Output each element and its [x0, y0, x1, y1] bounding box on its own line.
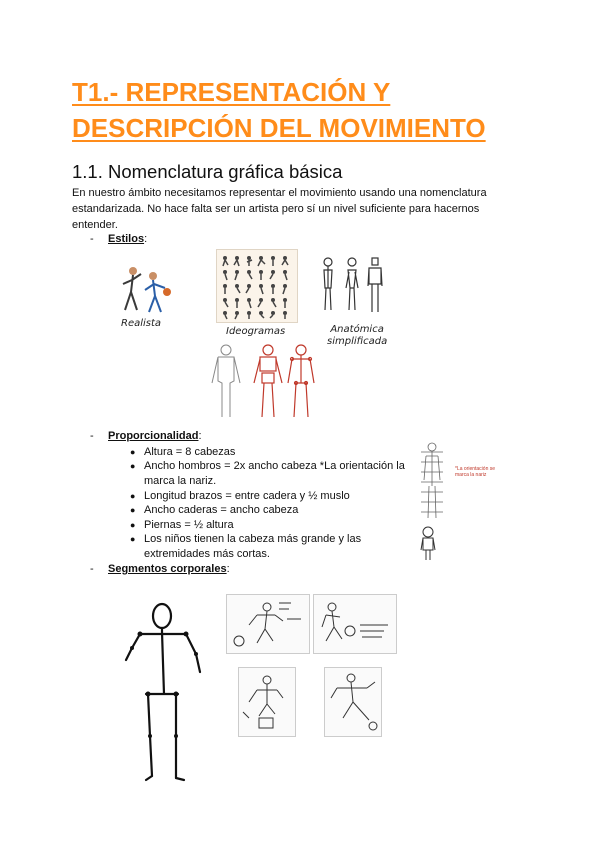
- item-ninos-line-1: Los niños tienen la cabeza más grande y las: [144, 533, 362, 545]
- bullet-glyph-4: ●: [130, 505, 136, 515]
- bullet-dash-3: -: [90, 563, 94, 575]
- bullet-segmentos: [108, 563, 230, 575]
- segmentos-colon: :: [226, 563, 230, 575]
- anatomica-figure: [318, 254, 388, 318]
- realista-caption: Realista: [121, 318, 162, 329]
- bullet-estilos: [108, 233, 147, 245]
- realista-illustration: [115, 262, 175, 318]
- realista-figure: [115, 262, 175, 332]
- bullet-glyph-6: ●: [130, 534, 136, 544]
- anatomica-caption-line-1: Anatómica: [330, 324, 384, 335]
- child-figure-illustration: [419, 526, 437, 562]
- estilos-label: Estilos: [108, 233, 145, 245]
- intro-line-3: entender.: [72, 219, 118, 231]
- page-title: [72, 74, 552, 146]
- sketch-2-illustration: [314, 595, 396, 653]
- anatomica-illustration: [318, 254, 388, 318]
- anatomica-caption: [327, 324, 387, 348]
- sketch-panel-3: [238, 667, 296, 737]
- item-piernas: Piernas = ½ altura: [144, 519, 234, 531]
- item-ancho-hombros: [144, 459, 414, 489]
- orientation-note: [455, 466, 505, 478]
- anatomical-sketch-figure: [206, 343, 336, 421]
- ideogramas-caption: Ideogramas: [226, 326, 286, 337]
- child-proportion-figure: [419, 526, 437, 562]
- proportion-illustration: [417, 440, 447, 522]
- intro-line-1: En nuestro ámbito necesitamos representar el movimiento usando una nomenclatura: [72, 187, 487, 199]
- orientation-note-line-2: marca la nariz: [455, 472, 487, 478]
- orientation-note-line-1: *La orientación se: [455, 466, 496, 472]
- item-ancho-caderas: Ancho caderas = ancho cabeza: [144, 504, 299, 516]
- sketch-panel-4: [324, 667, 382, 737]
- bullet-glyph-2: ●: [130, 461, 136, 471]
- sketch-panel-2: [313, 594, 397, 654]
- anatomical-sketches: [206, 343, 336, 421]
- ideogramas-figure: [216, 249, 298, 323]
- bullet-glyph-3: ●: [130, 491, 136, 501]
- item-ninos: [144, 532, 414, 562]
- intro-paragraph: [72, 185, 512, 233]
- segmentos-label: Segmentos corporales: [108, 563, 227, 575]
- title-line-2: DESCRIPCIÓN DEL MOVIMIENTO: [72, 113, 486, 143]
- sketch-4-illustration: [325, 668, 381, 736]
- stick-figure-large: [116, 596, 206, 786]
- proporcionalidad-colon: :: [198, 430, 202, 442]
- section-heading: 1.1. Nomenclatura gráfica básica: [72, 161, 343, 182]
- sketch-1-illustration: [227, 595, 309, 653]
- item-altura: Altura = 8 cabezas: [144, 446, 236, 458]
- title-line-1: T1.- REPRESENTACIÓN Y: [72, 77, 391, 107]
- bullet-proporcionalidad: [108, 430, 202, 442]
- item-longitud-brazos: Longitud brazos = entre cadera y ½ muslo: [144, 490, 350, 502]
- bullet-dash-2: -: [90, 430, 94, 442]
- item-ancho-hombros-line-1: Ancho hombros = 2x ancho cabeza *La orientación la: [144, 460, 405, 472]
- proportion-diagram: [417, 440, 447, 522]
- bullet-glyph-1: ●: [130, 447, 136, 457]
- ideogramas-grid: [217, 250, 297, 322]
- item-ninos-line-2: extremidades más cortas.: [144, 548, 270, 560]
- bullet-glyph-5: ●: [130, 520, 136, 530]
- estilos-colon: :: [144, 233, 148, 245]
- sketch-panel-1: [226, 594, 310, 654]
- proporcionalidad-label: Proporcionalidad: [108, 430, 199, 442]
- anatomica-caption-line-2: simplificada: [327, 336, 388, 347]
- sketch-3-illustration: [239, 668, 295, 736]
- item-ancho-hombros-line-2: marca la nariz.: [144, 475, 217, 487]
- stick-figure-illustration: [116, 596, 206, 786]
- bullet-dash: -: [90, 233, 94, 245]
- intro-line-2: estandarizada. No hace falta ser un artista pero sí un nivel suficiente para hacernos: [72, 203, 480, 215]
